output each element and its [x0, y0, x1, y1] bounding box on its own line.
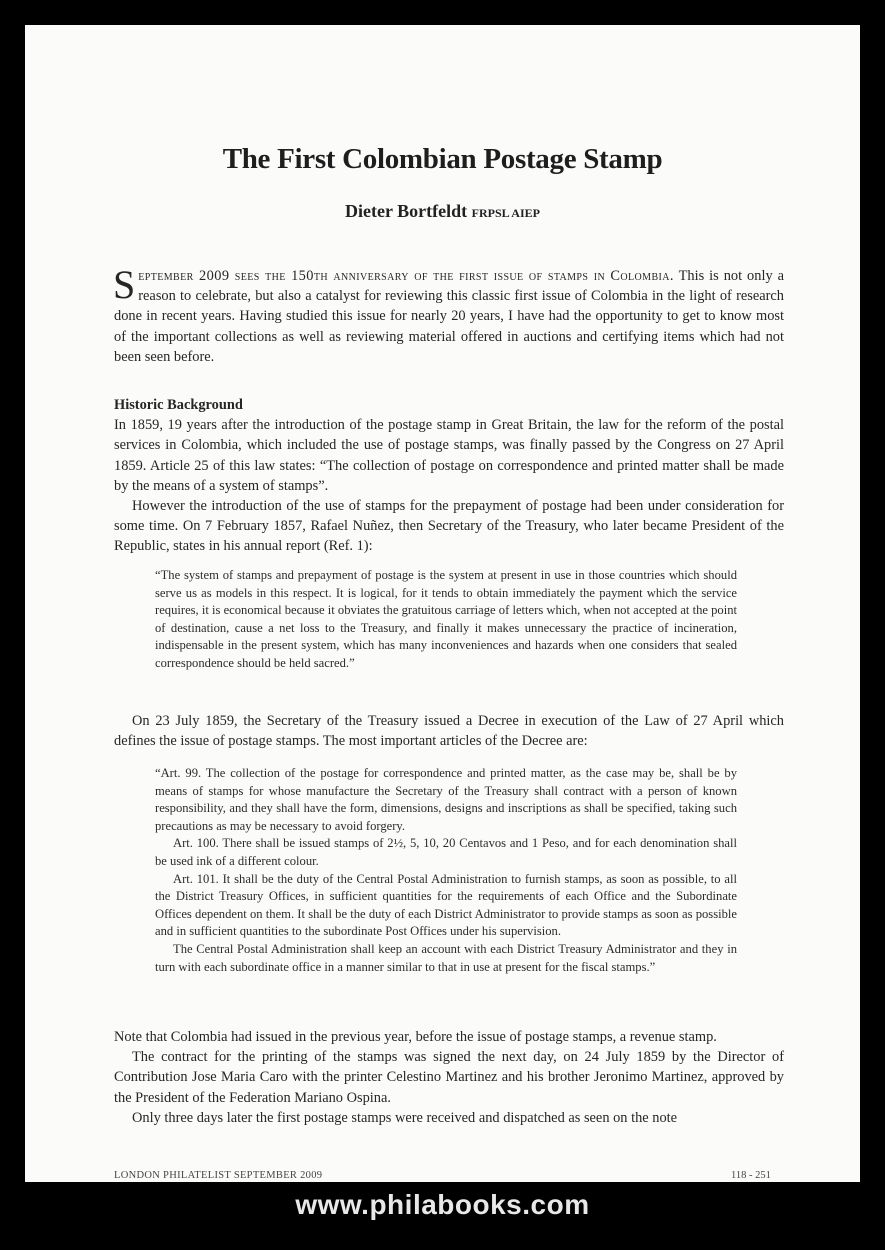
drop-cap: S — [113, 262, 136, 307]
document-page — [25, 25, 860, 1182]
body-paragraph: In 1859, 19 years after the introduction of the postage stamp in Great Britain, the law for the reform of the postal services in Colombia, which included the use of postage stamps, was finally passed by the Congress on 27 April 1859. Article 25 of this law states: “The collection of postage on correspondence and printed matter shall be made by the means of a system of stamps”. — [114, 417, 784, 494]
block-quote-decree — [155, 765, 737, 976]
body-paragraph: Only three days later the first postage stamps were received and dispatched as seen on the note — [132, 1109, 678, 1126]
intro-paragraph — [113, 262, 784, 367]
author-postnominals: FRPSL AIEP — [471, 206, 540, 220]
block-quote-report — [155, 567, 737, 673]
quote-paragraph: Art. 100. There shall be issued stamps of 2½, 5, 10, 20 Centavos and 1 Peso, and for each denomination shall be used ink of a different colour. — [155, 836, 737, 868]
intro-text: This is not only a reason to celebrate, but also a catalyst for reviewing this classic first issue of Colombia in the light of research done in recent years. Having studied this issue for nearly 20 years, I have had the opportunity to get to know most of the important collections as well as reviewing material offered in auctions and certifying items which had not been seen before. — [114, 268, 784, 365]
quote-paragraph: “Art. 99. The collection of the postage for correspondence and printed matter, as the case may be, shall be by means of stamps for whose manufacture the Secretary of the Treasury shall contract with a person of known responsibility, and they shall have the form, dimensions, designs and inscriptions as shall be specified, taking such precautions as may be necessary to avoid forgery. — [155, 766, 737, 833]
quote-paragraph: Art. 101. It shall be the duty of the Central Postal Administration to furnish stamps, as soon as possible, to all the District Treasury Offices, in sufficient quantities for the requirements of each Office and the Subordinate Offices dependent on them. It shall be the duty of each District Administrator to provide stamps as soon as possible and in sufficient quantities to the subordinate Post Offices under his supervision. — [155, 871, 737, 939]
intro-smallcaps: eptember 2009 sees the 150th anniversary of the first issue of stamps in Colombia. — [138, 268, 674, 284]
body-paragraph: However the introduction of the use of stamps for the prepayment of postage had been under consideration for some time. On 7 February 1857, Rafael Nuñez, then Secretary of the Treasury, who later became President of the Republic, states in his annual report (Ref. 1): — [114, 498, 784, 555]
closing-paragraphs — [114, 1027, 784, 1128]
watermark-url: www.philabooks.com — [295, 1189, 590, 1220]
quote-paragraph: “The system of stamps and prepayment of postage is the system at present in use in those countries which should serve us as models in this respect. It is logical, for it tends to obtain immediately the payment which the service requires, it is economical because it obviates the gratuitous carriage of letters which, when not accepted at the point of destination, cause a net loss to the Treasury, and finally it makes unnecessary the practice of incineration, indispensable in the present system, which has many inconveniences and hazards when one considers that sealed correspondence should be held sacred.” — [155, 568, 737, 670]
decree-intro — [114, 711, 784, 751]
article-author — [25, 201, 860, 222]
article-title: The First Colombian Postage Stamp — [222, 143, 663, 175]
body-paragraph: On 23 July 1859, the Secretary of the Treasury issued a Decree in execution of the Law of 27 April which defines the issue of postage stamps. The most important articles of the Decree are: — [114, 713, 784, 750]
body-paragraph: Note that Colombia had issued in the previous year, before the issue of postage stamps, a revenue stamp. — [114, 1029, 717, 1045]
running-footer: LONDON PHILATELIST SEPTEMBER 2009 — [114, 1170, 323, 1181]
body-paragraph: The contract for the printing of the stamps was signed the next day, on 24 July 1859 by the Director of Contribution Jose Maria Caro with the printer Celestino Martinez and his brother Jeronimo Martinez, approved by the President of the Federation Mariano Ospina. — [114, 1049, 784, 1106]
section-heading: Historic Background — [114, 397, 243, 413]
historic-background-section — [114, 395, 784, 557]
author-name: Dieter Bortfeldt — [345, 201, 468, 221]
quote-paragraph: The Central Postal Administration shall keep an account with each District Treasury Administrator and they in turn with each subordinate office in a manner similar to that in use at present for the fiscal stamps.” — [155, 941, 737, 974]
page-numbers: 118 - 251 — [731, 1170, 771, 1181]
